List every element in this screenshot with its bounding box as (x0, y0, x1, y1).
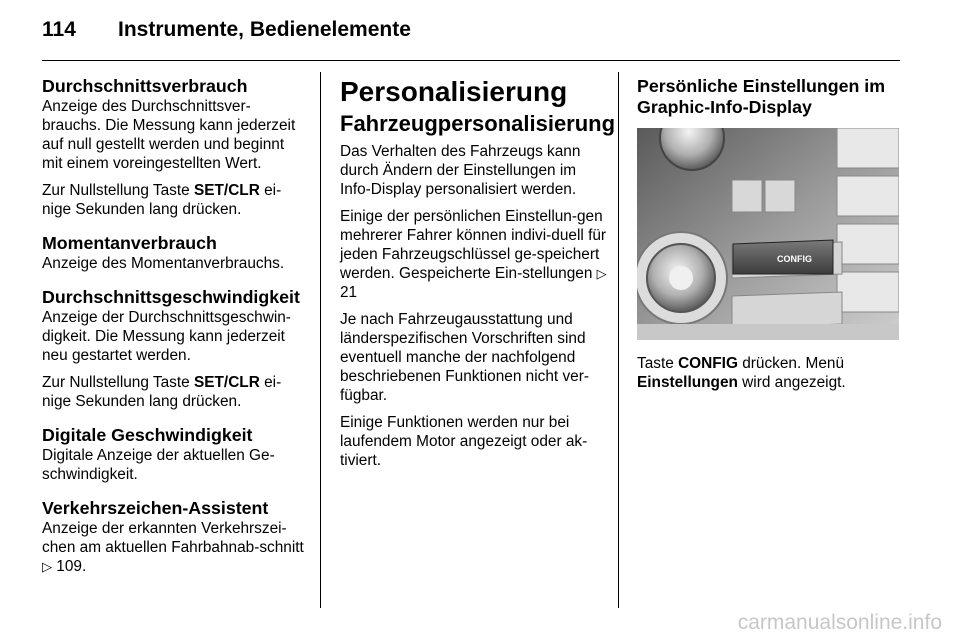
section-traffic-sign-assistant (42, 498, 308, 576)
page-reference[interactable]: 21 (340, 284, 358, 301)
paragraph: Einige Funktionen werden nur bei laufendem Motor angezeigt oder ak-tiviert. (340, 414, 588, 469)
page-number: 114 (42, 18, 76, 41)
paragraph (42, 373, 308, 411)
page-ref-icon[interactable]: ▷ (596, 266, 607, 281)
page-header (42, 18, 411, 48)
text: Zur Nullstellung Taste (42, 182, 194, 199)
button-name-config: CONFIG (678, 355, 738, 372)
paragraph: Digitale Anzeige der aktuellen Ge-schwindigkeit. (42, 447, 275, 483)
section-title: Fahrzeugpersonalisierung (340, 111, 616, 136)
column-divider-1 (320, 72, 321, 608)
column-divider-2 (618, 72, 619, 608)
section-average-consumption (42, 76, 308, 219)
column-left (42, 76, 308, 590)
page-title: Instrumente, Bedienelemente (118, 18, 411, 41)
page-ref-icon[interactable]: ▷ (42, 559, 52, 574)
section-heading: Digitale Geschwindigkeit (42, 425, 253, 445)
header-rule (42, 60, 900, 61)
page-reference[interactable]: 109. (52, 558, 87, 575)
section-digital-speed (42, 425, 308, 484)
column-middle (340, 76, 616, 478)
text: Taste (637, 355, 679, 372)
text: drücken. Menü (737, 355, 845, 372)
config-label: CONFIG (777, 254, 812, 264)
paragraph (637, 354, 901, 392)
paragraph: Anzeige des Durchschnittsver-brauchs. Die Messung kann jederzeit auf null gestellt werden und beginnt mit einem voreingestellten Wert. (42, 98, 296, 172)
section-heading: Verkehrszeichen-Assistent (42, 498, 269, 518)
paragraph (42, 519, 308, 576)
paragraph: Je nach Fahrzeugausstattung und länderspezifischen Vorschriften sind eventuell manche der nachfolgend beschriebenen Funktionen nicht ver-fügbar. (340, 311, 589, 404)
section-instant-consumption (42, 233, 308, 273)
section-heading: Durchschnittsgeschwindigkeit (42, 287, 300, 307)
button-name-set-clr: SET/CLR (193, 182, 260, 199)
text: Zur Nullstellung Taste (42, 374, 194, 391)
menu-name-settings: Einstellungen (637, 374, 738, 391)
paragraph: Anzeige des Momentanverbrauchs. (42, 255, 285, 272)
paragraph (340, 207, 610, 302)
section-heading: Durchschnittsverbrauch (42, 76, 248, 96)
chapter-title: Personalisierung (340, 76, 568, 107)
button-name-set-clr: SET/CLR (193, 374, 260, 391)
text: Einige der persönlichen Einstellun-gen mehrerer Fahrer können indivi-duell für jeden Fahrzeugschlüssel ge-speichert werden. Gespeicherte Ein-stellungen (340, 208, 607, 282)
paragraph (42, 181, 308, 219)
text: Anzeige der erkannten Verkehrszei-chen am aktuellen Fahrbahnab-schnitt (42, 520, 304, 556)
paragraph: Das Verhalten des Fahrzeugs kann durch Ändern der Einstellungen im Info-Display personalisiert werden. (340, 143, 581, 198)
section-heading: Persönliche Einstellungen im Graphic-Info-Display (637, 76, 886, 117)
column-right (637, 76, 901, 400)
config-button-photo (637, 128, 899, 340)
text: ei-nige Sekunden lang drücken. (42, 182, 282, 218)
text: wird angezeigt. (737, 374, 846, 391)
text: ei-nige Sekunden lang drücken. (42, 374, 282, 410)
section-average-speed (42, 287, 308, 411)
paragraph: Anzeige der Durchschnittsgeschwin-digkeit. Die Messung kann jederzeit neu gestartet werden. (42, 309, 291, 364)
section-heading: Momentanverbrauch (42, 233, 217, 253)
watermark: carmanualsonline.info (737, 611, 942, 634)
